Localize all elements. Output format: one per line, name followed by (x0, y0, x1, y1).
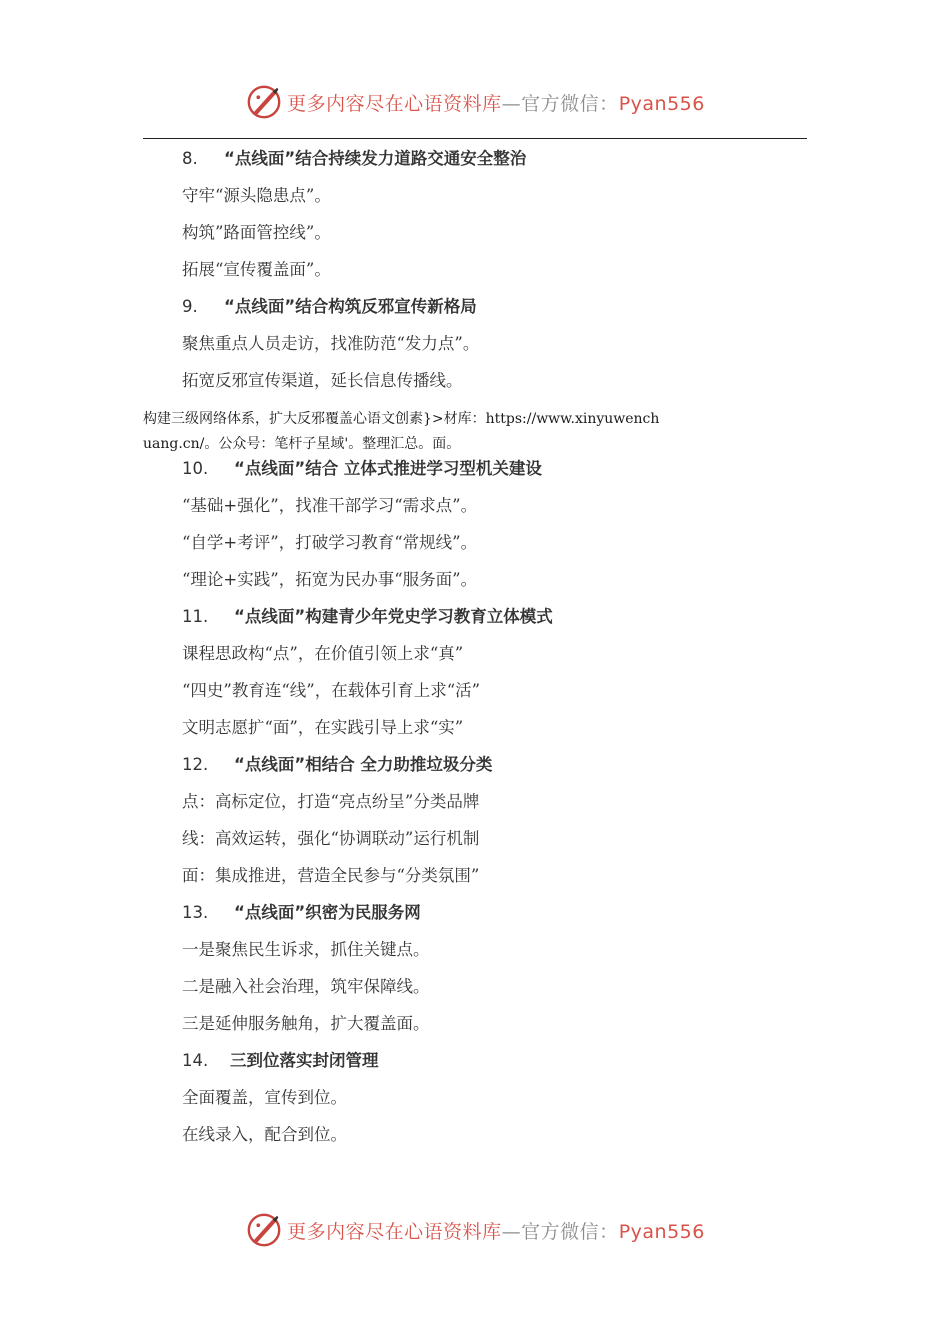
list-item: 线：高效运转，强化“协调联动”运行机制 (182, 829, 480, 848)
section-title-text: “点线面”结合持续发力道路交通安全整治 (224, 149, 527, 168)
list-item: “理论+实践”，拓宽为民办事“服务面”。 (182, 570, 478, 589)
list-item: 点：高标定位，打造“亮点纷呈”分类品牌 (182, 792, 480, 811)
wechat-id: Pyan556 (618, 92, 705, 115)
list-item: 三是延伸服务触角，扩大覆盖面。 (182, 1014, 430, 1033)
wechat-id: Pyan556 (618, 1220, 705, 1243)
section-title-text: “点线面”结合构筑反邪宣传新格局 (224, 297, 477, 316)
section-title-text: “点线面”相结合 全力助推垃圾分类 (234, 755, 493, 774)
brand-line (287, 1217, 705, 1244)
section-number: 12. (182, 755, 209, 774)
section-title-10 (182, 450, 782, 487)
section-title-13 (182, 894, 782, 931)
list-item: “自学+考评”，打破学习教育“常规线”。 (182, 533, 478, 552)
list-item: 文明志愿扩“面”，在实践引导上求“实” (182, 718, 464, 737)
footer-watermark (0, 1208, 950, 1252)
wechat-label: 官方微信： (521, 1220, 619, 1243)
brand-separator: — (501, 1220, 522, 1243)
section-number: 9. (182, 297, 198, 316)
list-item: 课程思政构“点”，在价值引领上求“真” (182, 644, 464, 663)
list-item: 全面覆盖，宣传到位。 (182, 1088, 347, 1107)
list-item: “四史”教育连“线”，在载体引育上求“活” (182, 681, 481, 700)
list-item: 拓展“宣传覆盖面”。 (182, 260, 331, 279)
section-number: 8. (182, 149, 198, 168)
list-item: “基础+强化”，找准干部学习“需求点”。 (182, 496, 478, 515)
section-title-8 (182, 140, 782, 177)
wechat-label: 官方微信： (521, 92, 619, 115)
list-item: 在线录入，配合到位。 (182, 1125, 347, 1144)
list-item: 拓宽反邪宣传渠道，延长信息传播线。 (182, 371, 463, 390)
header-divider (143, 138, 807, 139)
list-item: 二是融入社会治理，筑牢保障线。 (182, 977, 430, 996)
list-item: 守牢“源头隐患点”。 (182, 186, 331, 205)
brand-text: 更多内容尽在心语资料库 (287, 1220, 502, 1243)
list-item: 一是聚焦民生诉求，抓住关键点。 (182, 940, 430, 959)
section-title-text: “点线面”织密为民服务网 (234, 903, 421, 922)
inserted-notice-line: 构建三级网络体系，扩大反邪覆盖心语文创素}>材库：https://www.xinyuwenchuang.cn/。公众号：笔杆子星域'。整理汇总。面。 (143, 411, 660, 452)
brand-text: 更多内容尽在心语资料库 (287, 92, 502, 115)
list-item: 构筑”路面管控线”。 (182, 223, 331, 242)
brand-separator: — (501, 92, 522, 115)
section-number: 14. (182, 1051, 209, 1070)
quill-seal-logo-icon (245, 1211, 283, 1249)
section-title-text: 三到位落实封闭管理 (230, 1051, 379, 1070)
section-title-text: “点线面”结合 立体式推进学习型机关建设 (234, 459, 542, 478)
list-item: 聚焦重点人员走访，找准防范“发力点”。 (182, 334, 480, 353)
document-body (143, 140, 782, 1153)
list-item: 面：集成推进，营造全民参与“分类氛围” (182, 866, 480, 885)
section-title-14 (182, 1042, 782, 1079)
section-title-text: “点线面”构建青少年党史学习教育立体模式 (234, 607, 553, 626)
section-title-12 (182, 746, 782, 783)
brand-line (287, 89, 705, 116)
header-watermark (0, 80, 950, 124)
section-number: 13. (182, 903, 209, 922)
section-number: 10. (182, 459, 209, 478)
section-title-9 (182, 288, 782, 325)
section-title-11 (182, 598, 782, 635)
quill-seal-logo-icon (245, 83, 283, 121)
section-number: 11. (182, 607, 209, 626)
